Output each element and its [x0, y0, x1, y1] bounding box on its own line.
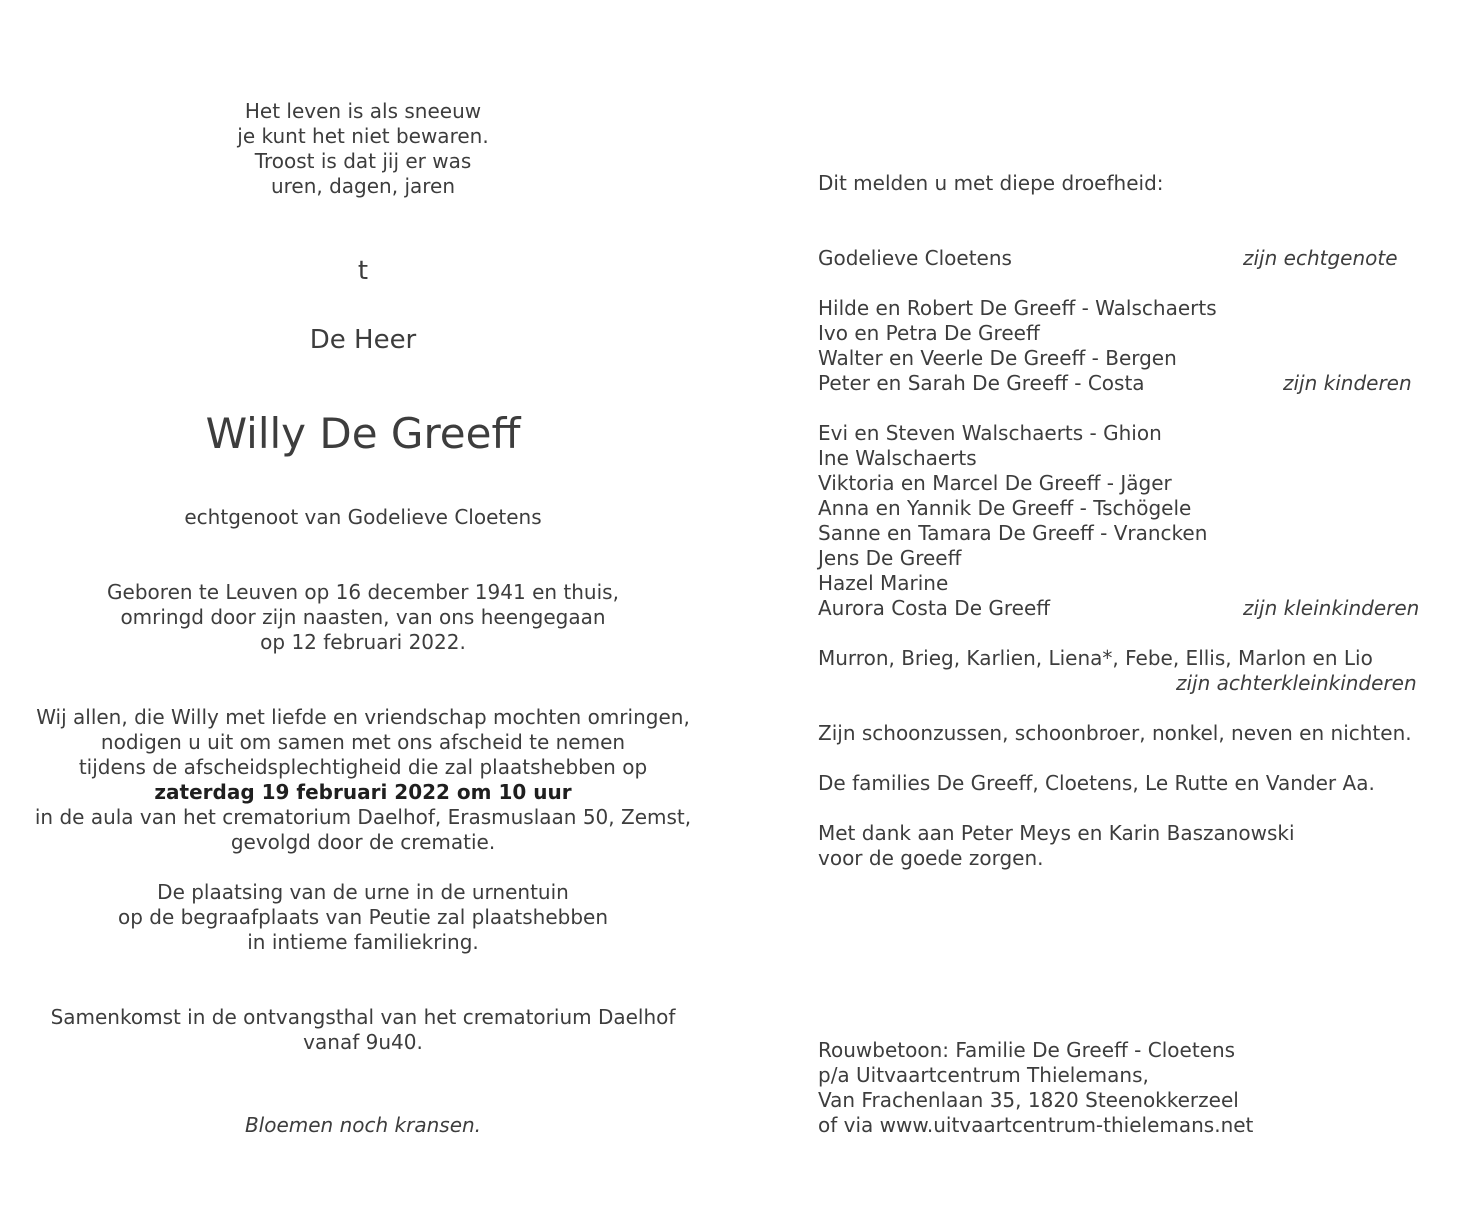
spouse-role: zijn echtgenote	[1243, 246, 1398, 270]
urn-line: De plaatsing van de urne in de urnentuin	[157, 880, 569, 904]
child-entry: Ivo en Petra De Greeff	[818, 321, 1040, 345]
urn-line: op de begraafplaats van Peutie zal plaatshebben	[117, 905, 609, 929]
inlaws-line: Zijn schoonzussen, schoonbroer, nonkel, neven en nichten.	[818, 721, 1412, 745]
venue-line: in de aula van het crematorium Daelhof, Erasmuslaan 50, Zemst,	[34, 805, 692, 829]
great-grandchildren-line: Murron, Brieg, Karlien, Liena*, Febe, Ellis, Marlon en Lio	[818, 646, 1373, 670]
children-role: zijn kinderen	[1283, 371, 1412, 395]
deceased-name: Willy De Greeff	[205, 409, 521, 458]
grandchild-entry: Ine Walschaerts	[818, 446, 977, 470]
grandchild-entry: Anna en Yannik De Greeff - Tschögele	[818, 496, 1192, 520]
grandchild-entry: Hazel Marine	[818, 571, 949, 595]
birth-line: op 12 februari 2022.	[260, 630, 466, 654]
birth-line: Geboren te Leuven op 16 december 1941 en thuis,	[107, 580, 619, 604]
poem-line: je kunt het niet bewaren.	[237, 124, 489, 148]
thanks-line: Met dank aan Peter Meys en Karin Baszanowski	[818, 821, 1295, 845]
spouse-line: echtgenoot van Godelieve Cloetens	[184, 505, 542, 529]
poem-line: Troost is dat jij er was	[254, 149, 472, 173]
invitation-line: Wij allen, die Willy met liefde en vriendschap mochten omringen,	[36, 705, 690, 729]
child-entry: Walter en Veerle De Greeff - Bergen	[818, 346, 1177, 370]
condolence-line: p/a Uitvaartcentrum Thielemans,	[818, 1063, 1149, 1087]
honorific-title: De Heer	[309, 325, 417, 355]
grandchildren-role: zijn kleinkinderen	[1243, 596, 1420, 620]
flowers-note: Bloemen noch kransen.	[244, 1113, 482, 1137]
poem-line: Het leven is als sneeuw	[244, 99, 482, 123]
gathering-line: vanaf 9u40.	[303, 1030, 423, 1054]
ceremony-date: zaterdag 19 februari 2022 om 10 uur	[154, 780, 572, 804]
poem-line: uren, dagen, jaren	[270, 174, 456, 198]
grandchild-entry: Sanne en Tamara De Greeff - Vrancken	[818, 521, 1208, 545]
condolence-line: Rouwbetoon: Familie De Greeff - Cloetens	[818, 1038, 1236, 1062]
condolence-website: of via www.uitvaartcentrum-thielemans.net	[818, 1113, 1254, 1137]
families-line: De families De Greeff, Cloetens, Le Rutte en Vander Aa.	[818, 771, 1375, 795]
child-entry: Peter en Sarah De Greeff - Costa	[818, 371, 1145, 395]
urn-line: in intieme familiekring.	[247, 930, 479, 954]
intro-line: Dit melden u met diepe droefheid:	[818, 171, 1164, 195]
cross-symbol: t	[357, 256, 369, 286]
grandchild-entry: Aurora Costa De Greeff	[818, 596, 1051, 620]
invitation-line: nodigen u uit om samen met ons afscheid te nemen	[100, 730, 626, 754]
grandchild-entry: Evi en Steven Walschaerts - Ghion	[818, 421, 1162, 445]
gathering-line: Samenkomst in de ontvangsthal van het crematorium Daelhof	[50, 1005, 676, 1029]
spouse-name: Godelieve Cloetens	[818, 246, 1012, 270]
grandchild-entry: Jens De Greeff	[818, 546, 962, 570]
thanks-line: voor de goede zorgen.	[818, 846, 1044, 870]
birth-line: omringd door zijn naasten, van ons heengegaan	[120, 605, 606, 629]
venue-line: gevolgd door de crematie.	[230, 830, 496, 854]
child-entry: Hilde en Robert De Greeff - Walschaerts	[818, 296, 1217, 320]
invitation-line: tijdens de afscheidsplechtigheid die zal plaatshebben op	[78, 755, 648, 779]
great-grandchildren-role: zijn achterkleinkinderen	[1176, 671, 1417, 695]
condolence-line: Van Frachenlaan 35, 1820 Steenokkerzeel	[818, 1088, 1239, 1112]
grandchild-entry: Viktoria en Marcel De Greeff - Jäger	[818, 471, 1172, 495]
